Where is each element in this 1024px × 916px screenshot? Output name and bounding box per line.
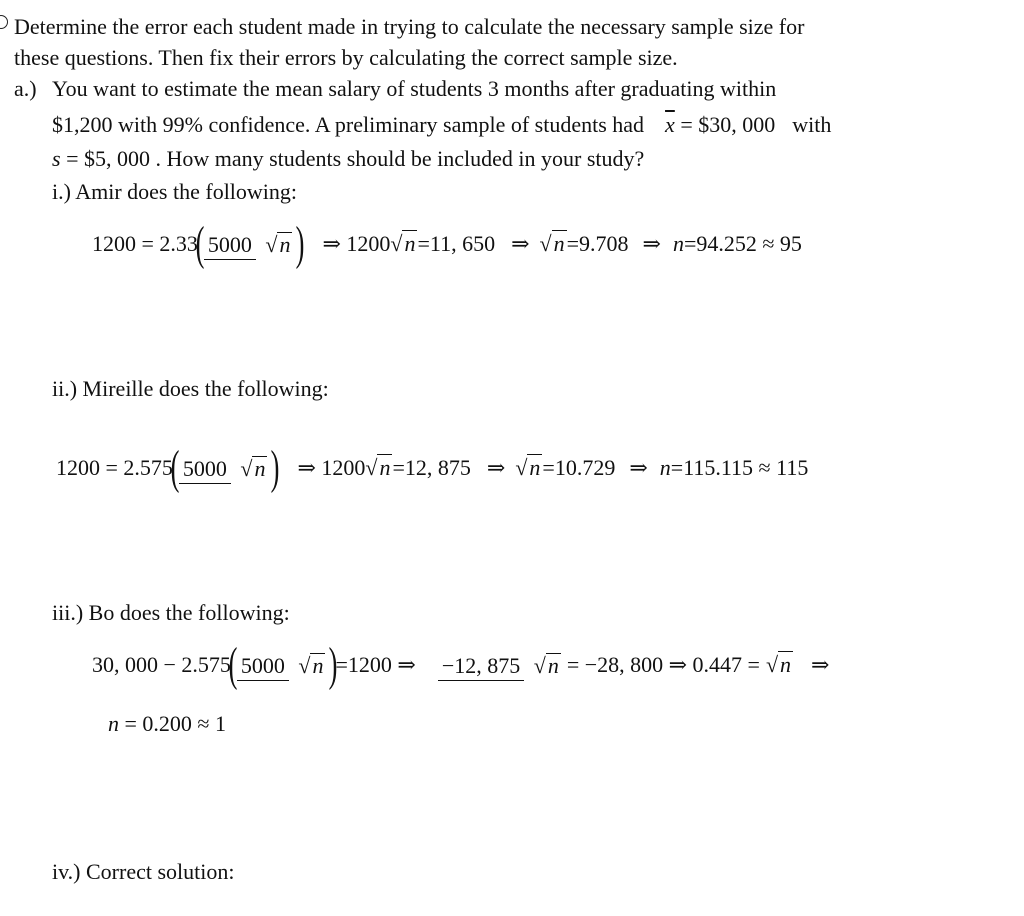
bo-equation: 30, 000 − 2.575 ( 5000 √ n ) =1200 ⇒ −12, 875 √ n = −28, 800 ⇒ 0.447 = √n ⇒ <box>92 638 830 691</box>
part-a-line-2-text: $1,200 with 99% confidence. A preliminary sample of students had <box>52 112 645 137</box>
mireille-step2-suffix: =10.729 <box>542 455 616 480</box>
amir-step2-suffix: =9.708 <box>566 231 629 256</box>
intro-line-2: these questions. Then fix their errors by calculating the correct sample size. <box>14 45 678 70</box>
amir-numerator: 5000 <box>204 232 256 260</box>
correct-solution-label: iv.) Correct solution: <box>52 859 235 884</box>
mireille-fraction: 5000 √ n <box>179 454 272 482</box>
bo-label: iii.) Bo does the following: <box>52 600 290 625</box>
bo-numerator: 5000 <box>237 653 289 681</box>
bo-rhs: =1200 ⇒ <box>335 652 416 677</box>
part-a-line-3-text: = $5, 000 . How many students should be included in your study? <box>66 146 645 171</box>
intro-line-1: Determine the error each student made in trying to calculate the necessary sample size for <box>14 14 805 39</box>
amir-label: i.) Amir does the following: <box>52 179 298 204</box>
bo-result: = 0.200 ≈ 1 <box>124 711 226 736</box>
mireille-step1-suffix: =12, 875 <box>392 455 471 480</box>
bo-fraction: 5000 √ n <box>237 651 330 679</box>
bo-lhs: 30, 000 − 2.575 <box>92 652 231 677</box>
bo-fraction-2-numerator: −12, 875 <box>438 653 524 681</box>
xbar-symbol: $\overline{x}$ <box>665 112 675 137</box>
xbar-value: = $30, 000 <box>680 112 776 137</box>
amir-denominator: n <box>279 232 291 257</box>
amir-lhs: 1200 = 2.33 <box>92 231 198 256</box>
part-a-label: a.) <box>14 76 37 101</box>
bo-last-line: n = 0.200 ≈ 1 <box>108 711 226 736</box>
bo-fraction-2: −12, 875 √ n <box>438 651 565 679</box>
mireille-label: ii.) Mireille does the following: <box>52 376 329 401</box>
bo-rest: = −28, 800 ⇒ 0.447 = <box>566 652 760 677</box>
amir-result: =94.252 ≈ 95 <box>683 231 802 256</box>
part-a-line-2 <box>52 114 831 136</box>
mireille-result: =115.115 ≈ 115 <box>670 455 809 480</box>
bullet-icon <box>0 15 8 29</box>
mireille-numerator: 5000 <box>179 456 231 484</box>
mireille-equation: 1200 = 2.575 ( 5000 √ n ) ⇒ 1200 √n =12, 875 ⇒ √n =10.729 ⇒ n =115.115 ≈ 115 <box>56 441 809 494</box>
amir-step1-prefix: ⇒ 1200 <box>322 231 391 256</box>
s-variable: s <box>52 146 61 171</box>
part-a-line-3 <box>52 148 644 170</box>
amir-step1-suffix: =11, 650 <box>417 231 496 256</box>
mireille-lhs: 1200 = 2.575 <box>56 455 173 480</box>
amir-fraction: 5000 √ n <box>204 230 297 258</box>
part-a-line-2-end: with <box>792 112 832 137</box>
part-a-line-1: You want to estimate the mean salary of students 3 months after graduating within <box>52 76 777 101</box>
amir-equation: 1200 = 2.33 ( 5000 √ n ) ⇒ 1200 √n =11, 650 ⇒ √n =9.708 ⇒ n =94.252 ≈ 95 <box>92 217 802 270</box>
